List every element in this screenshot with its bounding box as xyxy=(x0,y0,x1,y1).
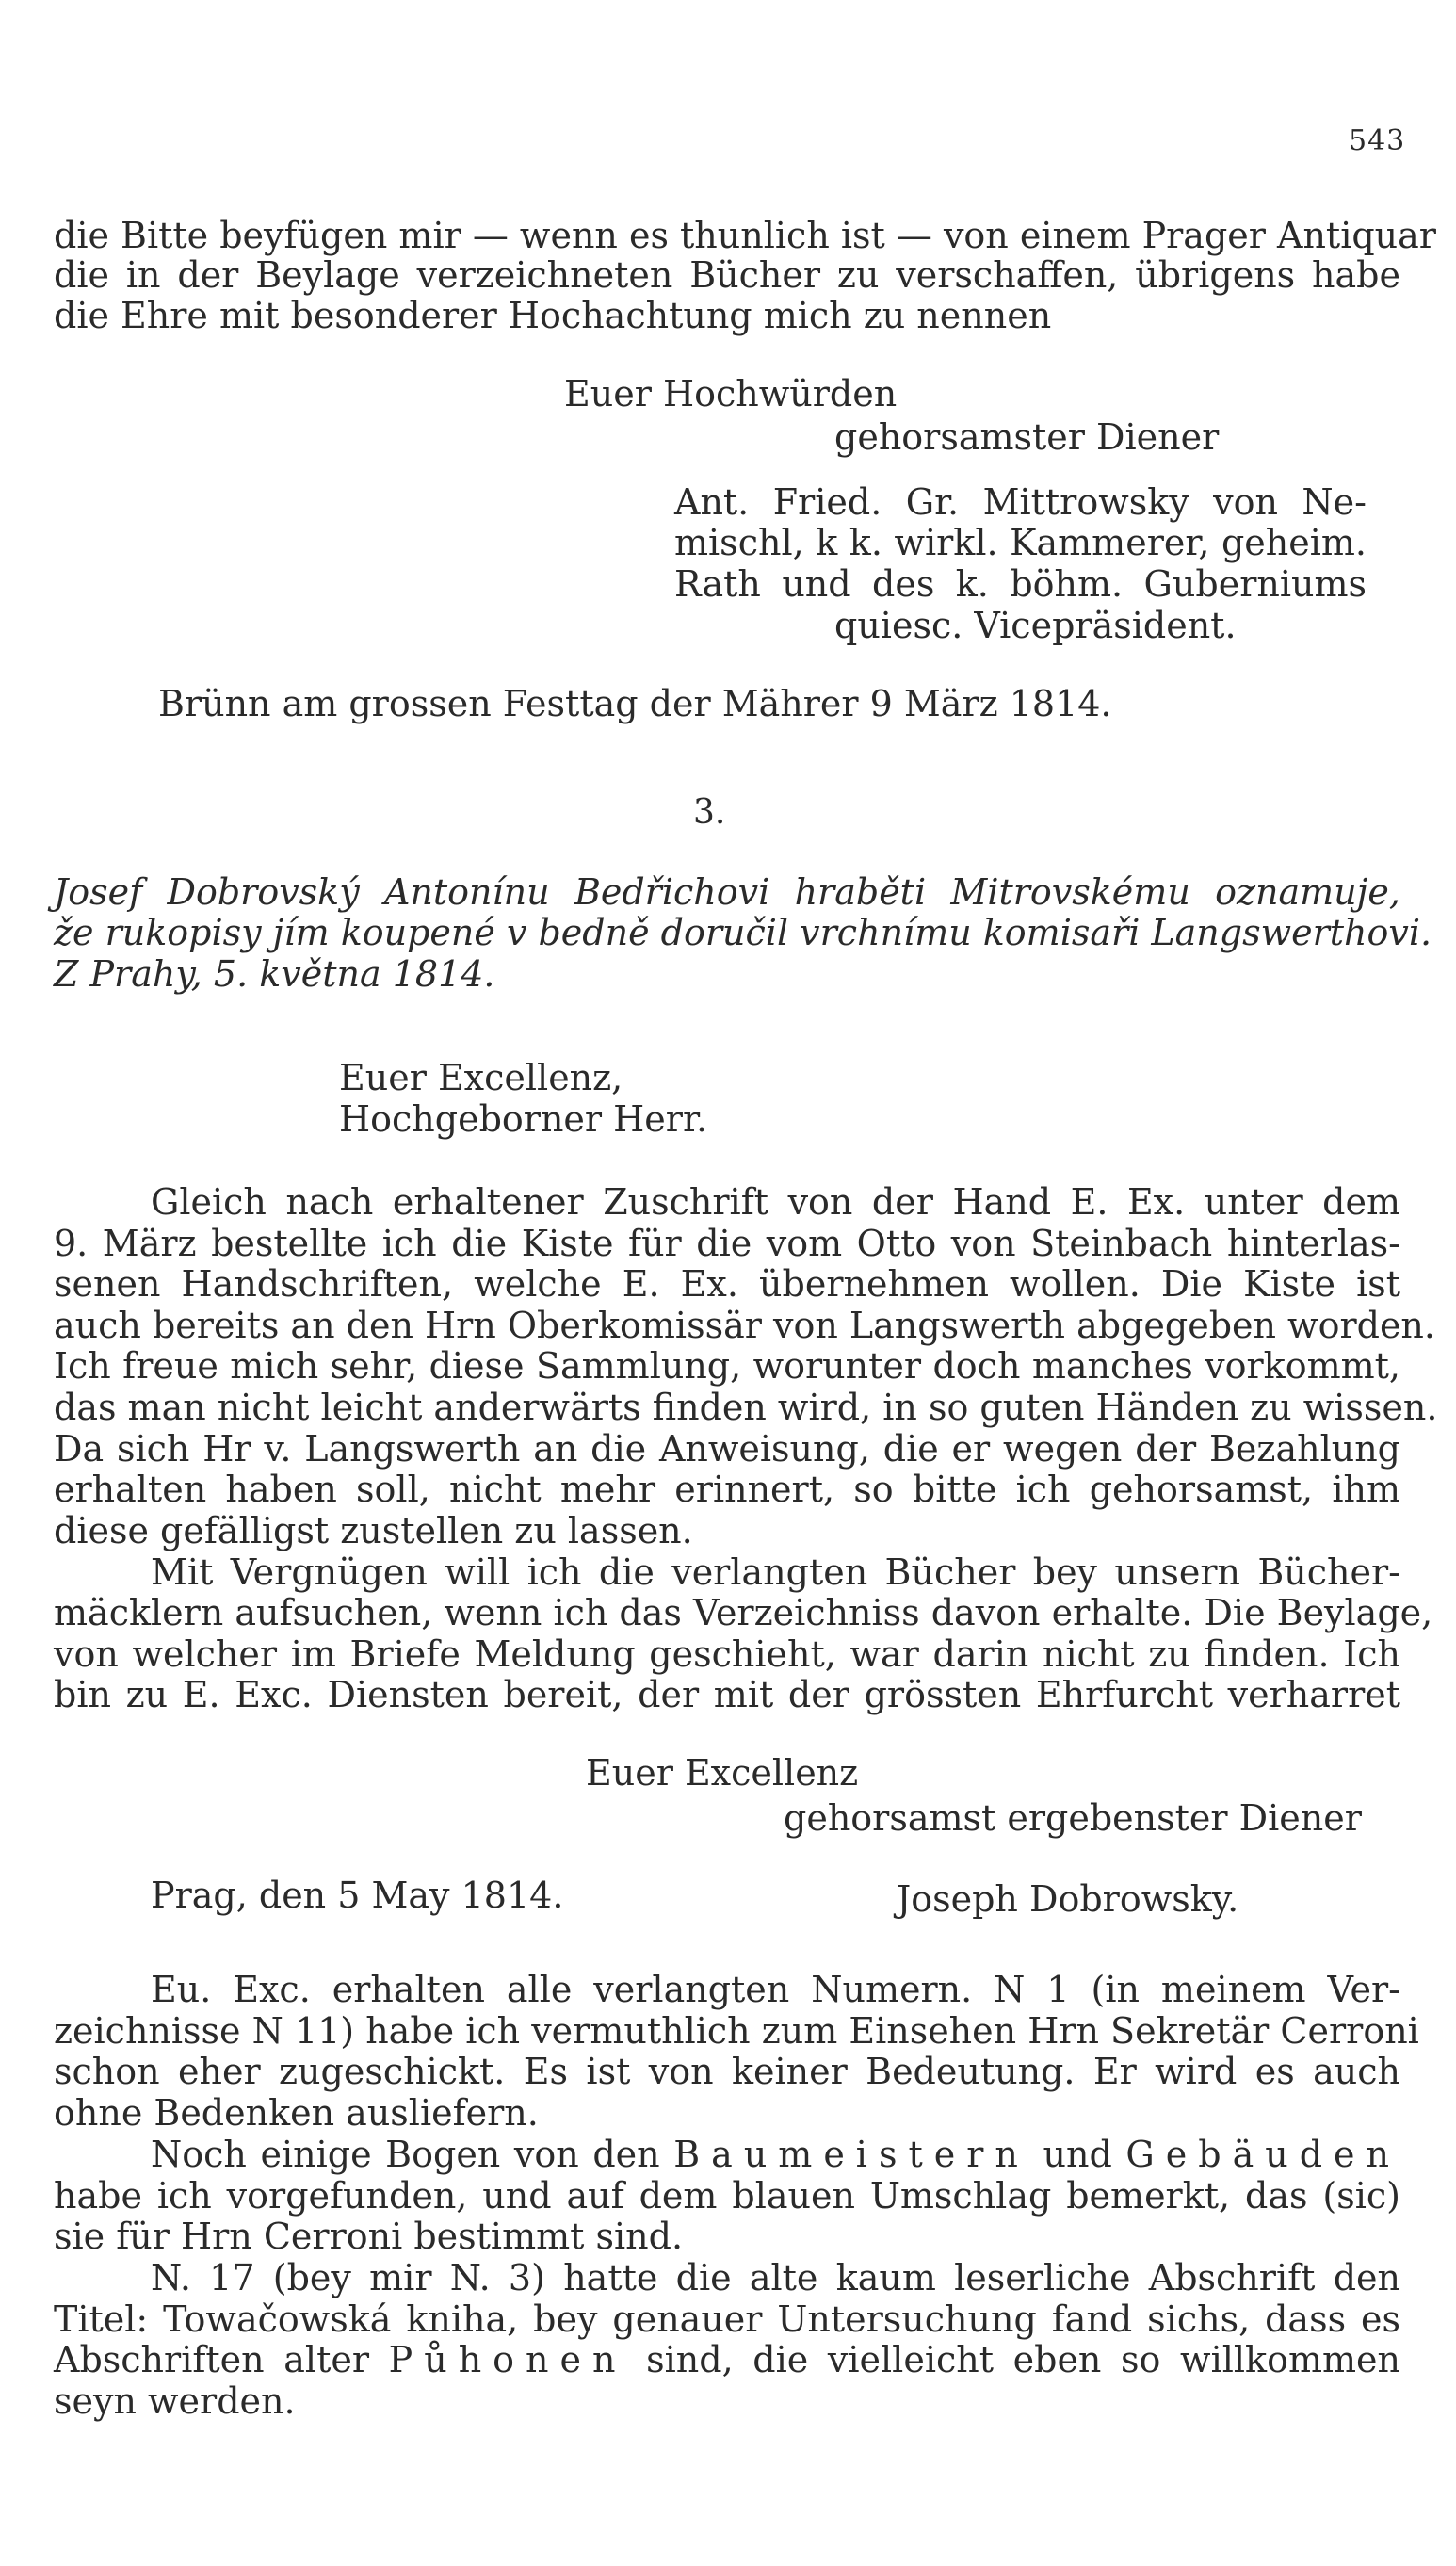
body-p1-line-5: Ich freue mich sehr, diese Sammlung, worunter doch manches vorkommt, xyxy=(54,1345,1400,1387)
letter3-place-date: Prag, den 5 May 1814. xyxy=(151,1875,564,1916)
body-p1-line-3: senen Handschriften, welche E. Ex. übernehmen wollen. Die Kiste ist xyxy=(54,1263,1400,1305)
letter3-closing: Euer Excellenz xyxy=(586,1752,859,1794)
ps-p1-line-3: schon eher zugeschickt. Es ist von keiner Bedeutung. Er wird es auch xyxy=(54,2051,1400,2092)
ps-p2-spaced-baumeistern: Baumeistern xyxy=(673,2134,1029,2175)
letter2-signature-4: quiesc. Vicepräsident. xyxy=(834,605,1237,646)
body-p2-line-4: bin zu E. Exc. Diensten bereit, der mit der grössten Ehrfurcht verharret xyxy=(54,1674,1400,1715)
page-number: 543 xyxy=(1349,124,1406,157)
body-p1-line-6: das man nicht leicht anderwärts finden wird, in so guten Händen zu wissen. xyxy=(54,1387,1438,1428)
letter2-line-3: die Ehre mit besonderer Hochachtung mich zu nennen xyxy=(54,295,1052,336)
body-p2-line-1: Mit Vergnügen will ich die verlangten Bücher bey unsern Bücher- xyxy=(151,1551,1400,1593)
body-p2-line-2: mäcklern aufsuchen, wenn ich das Verzeichniss davon erhalte. Die Beylage, xyxy=(54,1592,1433,1633)
ps-p1-line-1: Eu. Exc. erhalten alle verlangten Numern. N 1 (in meinem Ver- xyxy=(151,1969,1400,2010)
letter3-summary-1: Josef Dobrovský Antonínu Bedřichovi hraběti Mitrovskému oznamuje, xyxy=(54,871,1400,913)
ps-p1-line-2: zeichnisse N 11) habe ich vermuthlich zum Einsehen Hrn Sekretär Cerroni xyxy=(54,2010,1419,2052)
ps-p1-line-4: ohne Bedenken ausliefern. xyxy=(54,2092,539,2134)
letter3-address-2: Hochgeborner Herr. xyxy=(339,1098,708,1140)
letter3-summary-3: Z Prahy, 5. května 1814. xyxy=(54,953,495,995)
letter2-place-date: Brünn am grossen Festtag der Mährer 9 März 1814. xyxy=(158,683,1112,724)
letter2-signature-1: Ant. Fried. Gr. Mittrowsky von Ne- xyxy=(674,481,1367,523)
ps-p2-text-a: Noch einige Bogen von den xyxy=(151,2134,660,2175)
letter2-servant: gehorsamster Diener xyxy=(834,416,1220,458)
ps-p2-spaced-gebaeuden: Gebäuden xyxy=(1125,2134,1400,2175)
body-p1-line-7: Da sich Hr v. Langswerth an die Anweisung, die er wegen der Bezahlung xyxy=(54,1428,1400,1470)
ps-p2-line-1 xyxy=(151,2134,1400,2175)
body-p1-line-1: Gleich nach erhaltener Zuschrift von der Hand E. Ex. unter dem xyxy=(151,1181,1400,1223)
letter3-summary-2: že rukopisy jím koupené v bedně doručil vrchnímu komisaři Langswerthovi. xyxy=(54,912,1432,953)
body-p1-line-9: diese gefälligst zustellen zu lassen. xyxy=(54,1510,693,1551)
letter2-signature-3: Rath und des k. böhm. Guberniums xyxy=(674,563,1367,605)
letter2-line-2: die in der Beylage verzeichneten Bücher zu verschaffen, übrigens habe xyxy=(54,254,1400,296)
body-p1-line-2: 9. März bestellte ich die Kiste für die vom Otto von Steinbach hinterlas- xyxy=(54,1223,1400,1264)
ps-p3-line-4: seyn werden. xyxy=(54,2380,296,2422)
body-p2-line-3: von welcher im Briefe Meldung geschieht, war darin nicht zu finden. Ich xyxy=(54,1633,1400,1675)
ps-p3-text-c: sind, die vielleicht eben so willkommen xyxy=(646,2339,1400,2380)
ps-p3-line-3 xyxy=(54,2339,1400,2380)
body-p1-line-8: erhalten haben soll, nicht mehr erinnert, so bitte ich gehorsamst, ihm xyxy=(54,1469,1400,1510)
letter3-signature: Joseph Dobrowsky. xyxy=(897,1878,1239,1920)
letter3-address-1: Euer Excellenz, xyxy=(339,1057,623,1098)
ps-p3-text-a: Abschriften alter xyxy=(54,2339,370,2380)
ps-p3-line-1: N. 17 (bey mir N. 3) hatte die alte kaum leserliche Abschrift den xyxy=(151,2257,1400,2298)
letter3-servant: gehorsamst ergebenster Diener xyxy=(784,1797,1362,1839)
ps-p2-text-c: und xyxy=(1043,2134,1112,2175)
letter2-line-1: die Bitte beyfügen mir — wenn es thunlich ist — von einem Prager Antiquar xyxy=(54,215,1436,256)
letter3-number: 3. xyxy=(693,793,726,832)
ps-p3-line-2: Titel: Towačowská kniha, bey genauer Untersuchung fand sichs, dass es xyxy=(54,2298,1400,2340)
letter2-signature-2: mischl, k k. wirkl. Kammerer, geheim. xyxy=(674,522,1367,563)
ps-p3-spaced-puhonen: Půhonen xyxy=(388,2339,627,2380)
body-p1-line-4: auch bereits an den Hrn Oberkomissär von Langswerth abgegeben worden. xyxy=(54,1305,1435,1346)
letter2-salutation: Euer Hochwürden xyxy=(564,373,898,414)
ps-p2-line-3: sie für Hrn Cerroni bestimmt sind. xyxy=(54,2216,684,2257)
ps-p2-line-2: habe ich vorgefunden, und auf dem blauen Umschlag bemerkt, das (sic) xyxy=(54,2175,1400,2217)
